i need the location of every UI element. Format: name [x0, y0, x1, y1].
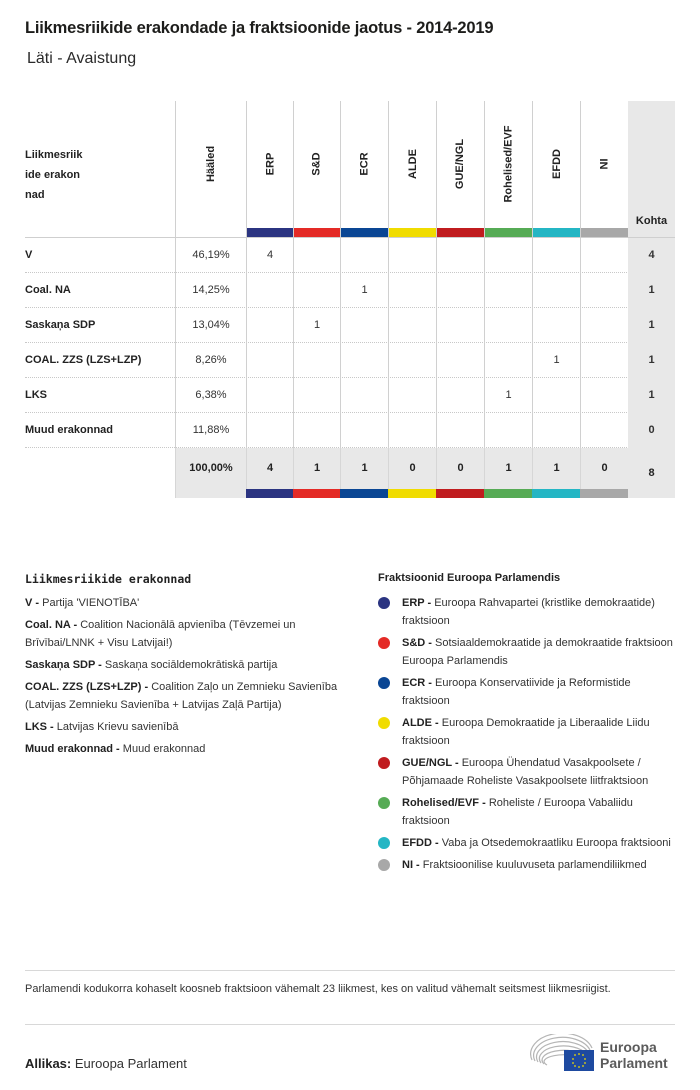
groups-legend: [378, 572, 678, 878]
group-legend-code: NI -: [402, 859, 420, 871]
seat-cell: [436, 273, 484, 308]
party-name-cell: V: [25, 249, 33, 261]
party-name-cell: LKS: [25, 389, 47, 401]
group-header-wrap: [451, 109, 471, 219]
group-column-header: [580, 101, 628, 237]
group-color-dot-icon: [378, 797, 390, 809]
group-color-bar: [293, 489, 340, 498]
votes-cell: 11,88%: [175, 413, 246, 448]
seat-cell: [246, 413, 293, 448]
seat-cell: [246, 273, 293, 308]
total-seat-cell: 4: [246, 448, 293, 489]
seat-cell: 1: [340, 273, 388, 308]
group-legend-code: ECR -: [402, 677, 432, 689]
votes-header-text: Hääled: [205, 145, 218, 183]
party-legend-item: [25, 656, 345, 674]
group-legend-code: ALDE -: [402, 717, 439, 729]
total-votes-cell: 100,00%: [175, 448, 246, 498]
group-header-wrap: [595, 109, 615, 219]
seats-column-header: [628, 101, 675, 237]
seat-cell: [532, 378, 580, 413]
seat-cell: [246, 343, 293, 378]
group-color-bar: [484, 489, 532, 498]
group-header-text: GUE/NGL: [454, 138, 467, 190]
party-legend-code: Saskaņa SDP -: [25, 659, 102, 671]
seat-cell: [484, 238, 532, 273]
seat-cell: [580, 413, 628, 448]
group-header-text: ALDE: [406, 149, 419, 179]
divider: [25, 1024, 675, 1025]
party-legend-name: Coalition Nacionālā apvienība (Tēvzemei un Brīvībai/LNNK + Visu Latvijai!): [25, 619, 296, 649]
votes-column-header: [175, 101, 246, 237]
seat-cell: [484, 308, 532, 343]
votes-cell: 13,04%: [175, 308, 246, 343]
table-row: [25, 413, 675, 448]
group-legend-name: Roheliste / Euroopa Vabaliidu fraktsioon: [402, 797, 633, 827]
group-color-bar: [389, 228, 436, 237]
seat-cell: [388, 238, 436, 273]
group-color-bar: [246, 489, 293, 498]
total-seat-cell: 1: [293, 448, 340, 489]
party-legend-name: Coalition Zaļo un Zemnieku Savienība (Latvijas Zemnieku Savienība + Latvijas Zaļā Partija): [25, 681, 338, 711]
party-legend-item: [25, 718, 345, 736]
group-header-wrap: [403, 109, 423, 219]
party-legend-item: [25, 616, 345, 652]
seat-cell: [532, 238, 580, 273]
seat-cell: [484, 413, 532, 448]
seat-cell: [293, 238, 340, 273]
seat-cell: [580, 343, 628, 378]
row-total-seats-cell: 4: [628, 238, 675, 273]
page-subtitle: Läti - Avaistung: [27, 50, 137, 67]
group-header-wrap: [499, 109, 519, 219]
seat-cell: 1: [484, 378, 532, 413]
party-name-cell: COAL. ZZS (LZS+LZP): [25, 354, 142, 366]
footnote: Parlamendi kodukorra kohaselt koosneb fraktsioon vähemalt 23 liikmest, kes on valitud vähemalt seitsmest liikmesriigist.: [25, 983, 611, 995]
group-color-dot-icon: [378, 859, 390, 871]
parties-legend: [25, 572, 345, 762]
party-name-cell: Saskaņa SDP: [25, 319, 96, 331]
group-color-bar: [294, 228, 340, 237]
seat-cell: [388, 343, 436, 378]
divider: [25, 970, 675, 971]
total-seat-cell: 0: [388, 448, 436, 489]
votes-cell: 14,25%: [175, 273, 246, 308]
seat-cell: [340, 238, 388, 273]
total-seat-cell: 0: [436, 448, 484, 489]
group-legend-code: S&D -: [402, 637, 432, 649]
group-legend-name: Euroopa Konservatiivide ja Reformistide fraktsioon: [402, 677, 631, 707]
european-parliament-hemicycle-icon: [530, 1034, 598, 1074]
group-column-header: [436, 101, 484, 237]
group-header-text: Rohelised/EVF: [502, 125, 515, 203]
party-name-cell: Muud erakonnad: [25, 424, 114, 436]
group-color-bar: [341, 228, 388, 237]
seat-cell: [580, 308, 628, 343]
group-legend-item: [378, 834, 678, 852]
logo-text-line1: Euroopa: [600, 1039, 657, 1055]
party-name-cell: Coal. NA: [25, 284, 71, 296]
group-color-bar: [247, 228, 293, 237]
seat-cell: 1: [293, 308, 340, 343]
party-legend-code: COAL. ZZS (LZS+LZP) -: [25, 681, 149, 693]
group-legend-name: Euroopa Demokraatide ja Liberaalide Liidu fraktsioon: [402, 717, 650, 747]
parties-legend-heading: Liikmesriikide erakonnad: [25, 572, 192, 586]
seats-header-text: Kohta: [635, 215, 668, 227]
votes-cell: 46,19%: [175, 238, 246, 273]
group-color-dot-icon: [378, 637, 390, 649]
seat-cell: [580, 273, 628, 308]
party-legend-item: [25, 740, 345, 758]
group-legend-name: Euroopa Ühendatud Vasakpoolsete / Põhjamaade Roheliste Vasakpoolsete liitfraktsioon: [402, 757, 649, 787]
group-legend-name: Euroopa Rahvapartei (kristlike demokraatide) fraktsioon: [402, 597, 655, 627]
group-legend-item: [378, 856, 678, 874]
votes-cell: 8,26%: [175, 343, 246, 378]
row-total-seats-cell: 1: [628, 378, 675, 413]
seat-cell: [484, 343, 532, 378]
seat-cell: [532, 273, 580, 308]
group-legend-item: [378, 634, 678, 670]
party-column-header-text: Liikmesriikide erakonnad: [25, 149, 83, 201]
group-header-wrap: [307, 109, 327, 219]
votes-header-wrap: [201, 109, 221, 219]
group-legend-name: Sotsiaaldemokraatide ja demokraatide fraktsioon Euroopa Parlamendis: [402, 637, 673, 667]
group-color-bar: [436, 489, 484, 498]
group-legend-item: [378, 794, 678, 830]
european-parliament-logo: [530, 1034, 678, 1074]
party-legend-code: Coal. NA -: [25, 619, 78, 631]
party-legend-name: Muud erakonnad: [122, 743, 206, 755]
seat-cell: [293, 413, 340, 448]
party-legend-name: Partija 'VIENOTĪBA': [42, 597, 140, 609]
group-color-bar: [485, 228, 532, 237]
source-label: Allikas:: [25, 1056, 72, 1071]
group-color-dot-icon: [378, 757, 390, 769]
seat-cell: [436, 378, 484, 413]
seat-cell: [388, 413, 436, 448]
group-color-bar: [580, 489, 628, 498]
seat-cell: [246, 378, 293, 413]
total-seat-cell: 1: [532, 448, 580, 489]
group-color-dot-icon: [378, 717, 390, 729]
seat-cell: [436, 308, 484, 343]
total-seat-cell: 1: [484, 448, 532, 489]
group-color-dot-icon: [378, 677, 390, 689]
party-legend-item: [25, 594, 345, 612]
party-legend-code: Muud erakonnad -: [25, 743, 120, 755]
total-seat-cell: 0: [580, 448, 628, 489]
seat-cell: [340, 308, 388, 343]
group-header-wrap: [547, 109, 567, 219]
seat-cell: [340, 343, 388, 378]
party-legend-name: Latvijas Krievu savienībā: [56, 721, 179, 733]
seat-cell: [293, 378, 340, 413]
seat-cell: [388, 378, 436, 413]
group-legend-item: [378, 594, 678, 630]
group-legend-item: [378, 754, 678, 790]
table-row: [25, 273, 675, 308]
group-legend-code: EFDD -: [402, 837, 439, 849]
seat-cell: [532, 308, 580, 343]
group-header-text: EFDD: [550, 149, 563, 179]
party-legend-code: LKS -: [25, 721, 54, 733]
table-row: [25, 308, 675, 343]
group-header-text: ECR: [358, 152, 371, 176]
seat-cell: [388, 273, 436, 308]
group-header-wrap: [355, 109, 375, 219]
seat-cell: [532, 413, 580, 448]
group-legend-code: ERP -: [402, 597, 432, 609]
page-title: Liikmesriikide erakondade ja fraktsioonide jaotus - 2014-2019: [25, 19, 494, 37]
seat-cell: [484, 273, 532, 308]
seat-cell: [340, 378, 388, 413]
source-line: [25, 1056, 187, 1071]
logo-text-line2: Parlament: [600, 1055, 668, 1071]
group-color-dot-icon: [378, 837, 390, 849]
group-header-text: S&D: [311, 152, 324, 176]
seat-cell: [246, 308, 293, 343]
seat-cell: [436, 343, 484, 378]
group-legend-name: Fraktsioonilise kuuluvuseta parlamendiliikmed: [422, 859, 647, 871]
group-column-header: [484, 101, 532, 237]
seat-cell: [293, 343, 340, 378]
group-column-header: [388, 101, 436, 237]
party-legend-name: Saskaņa sociāldemokrātiskā partija: [104, 659, 278, 671]
table-row: [25, 343, 675, 378]
table-row: [25, 378, 675, 413]
votes-cell: 6,38%: [175, 378, 246, 413]
group-legend-code: GUE/NGL -: [402, 757, 459, 769]
source-value: Euroopa Parlament: [74, 1056, 187, 1071]
group-column-header: [293, 101, 340, 237]
row-total-seats-cell: 1: [628, 343, 675, 378]
group-color-bar: [533, 228, 580, 237]
totals-row: [175, 448, 675, 498]
group-color-dot-icon: [378, 597, 390, 609]
group-legend-item: [378, 714, 678, 750]
groups-legend-heading: Fraktsioonid Euroopa Parlamendis: [378, 572, 561, 584]
group-color-bar: [581, 228, 628, 237]
group-legend-name: Vaba ja Otsedemokraatliku Euroopa fraktsiooni: [441, 837, 671, 849]
group-column-header: [532, 101, 580, 237]
group-color-bar: [340, 489, 388, 498]
group-column-header: [246, 101, 293, 237]
row-total-seats-cell: 1: [628, 308, 675, 343]
group-header-text: NI: [598, 158, 611, 170]
group-color-bar: [437, 228, 484, 237]
party-legend-code: V -: [25, 597, 40, 609]
row-total-seats-cell: 0: [628, 413, 675, 448]
group-column-header: [340, 101, 388, 237]
total-seat-cell: 1: [340, 448, 388, 489]
group-color-bar: [388, 489, 436, 498]
grand-total-seats-cell: 8: [628, 448, 675, 498]
seat-cell: [388, 308, 436, 343]
party-column-header: [25, 101, 175, 237]
seat-cell: 4: [246, 238, 293, 273]
seat-cell: [580, 238, 628, 273]
group-color-bar: [532, 489, 580, 498]
row-total-seats-cell: 1: [628, 273, 675, 308]
group-legend-item: [378, 674, 678, 710]
table-row: [25, 238, 675, 273]
party-legend-item: [25, 678, 345, 714]
seat-cell: 1: [532, 343, 580, 378]
group-header-text: ERP: [264, 152, 276, 176]
seat-cell: [580, 378, 628, 413]
seat-cell: [436, 238, 484, 273]
seat-cell: [293, 273, 340, 308]
group-header-wrap: [260, 109, 280, 219]
group-legend-code: Rohelised/EVF -: [402, 797, 486, 809]
seat-cell: [340, 413, 388, 448]
seat-cell: [436, 413, 484, 448]
